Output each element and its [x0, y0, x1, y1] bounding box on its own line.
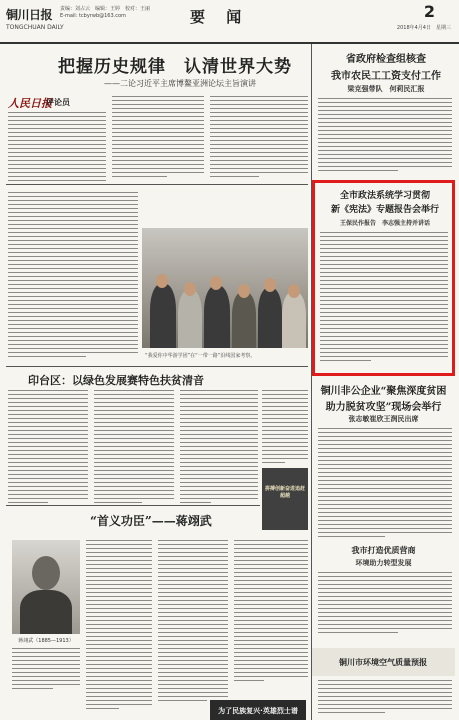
middle-headline: 印台区：以绿色发展赛特色扶贫清音	[28, 374, 204, 387]
story-text	[234, 540, 308, 684]
newspaper-name: 铜川日报	[6, 8, 53, 22]
story-subheadline: 梁克强带队 何莉民汇报	[347, 85, 425, 93]
story-text	[318, 98, 452, 174]
story-headline: 省政府检查组核查	[346, 54, 426, 65]
newspaper-edition: TONGCHUAN DAILY	[6, 24, 64, 31]
story-text	[318, 428, 452, 540]
story-text	[86, 540, 152, 712]
story-headline: 铜川非公企业“聚焦深度贫困	[320, 386, 447, 397]
photo-caption: “我爱你中华游学团”在“一带一路”沿线国家考察。	[145, 353, 256, 359]
lead-text-col-2	[112, 96, 204, 180]
highlighted-story-text	[320, 232, 448, 364]
air-quality-headline: 铜川市环境空气质量预报	[339, 657, 427, 667]
column-label: 评论员	[46, 98, 70, 107]
highlighted-headline: 全市政法系统学习贯彻	[339, 191, 430, 201]
story-text	[180, 390, 258, 506]
page-number: 2	[423, 2, 435, 21]
divider	[6, 184, 308, 185]
bottom-headline: “首义功臣”——蒋翊武	[90, 514, 212, 528]
story-text	[318, 572, 452, 636]
column-logo: 人民日报	[8, 97, 52, 110]
section-title: 要 闻	[190, 8, 250, 26]
story-text	[158, 540, 228, 704]
ad-text: 拼搏创新奋进追赶超越	[264, 486, 305, 499]
lead-subheadline: ——二论习近平主席博鳌亚洲论坛主旨演讲	[104, 79, 256, 88]
story-headline: 我市农民工工资支付工作	[331, 71, 441, 82]
story-text	[262, 390, 308, 466]
divider	[6, 366, 308, 367]
highlighted-subheadline: 王保民作报告 李志强主持并讲话	[339, 220, 430, 227]
news-photo	[142, 228, 308, 348]
highlighted-headline: 新《宪法》专题报告会举行	[330, 205, 439, 215]
air-quality-text	[318, 680, 452, 716]
story-headline: 助力脱贫攻坚”现场会举行	[325, 402, 442, 413]
portrait-photo	[12, 540, 80, 634]
story-subheadline: 环境助力转型发展	[355, 559, 412, 567]
story-text	[94, 390, 174, 506]
story-headline: 我市打造优质营商	[351, 545, 416, 555]
footer-banner-text: 为了民族复兴·英雄烈士谱	[218, 707, 298, 715]
issue-date: 2018年4月4日 星期三	[396, 25, 451, 31]
editor-info: 责编：刘占云 编辑：王婷 校对：王丽 E-mail: tcbyrwb@163.com	[60, 6, 156, 19]
portrait-caption: 蒋翊武（1885—1913）	[18, 638, 74, 644]
lead-text-col-3	[210, 96, 308, 180]
story-subheadline: 张志敏崔欣王润民出席	[348, 415, 419, 423]
story-text	[12, 648, 80, 692]
lead-text-col-1	[8, 112, 106, 188]
story-text	[8, 192, 138, 360]
masthead	[0, 0, 459, 44]
lead-headline: 把握历史规律 认清世界大势	[58, 57, 292, 77]
divider	[6, 505, 260, 506]
story-text	[8, 390, 88, 506]
